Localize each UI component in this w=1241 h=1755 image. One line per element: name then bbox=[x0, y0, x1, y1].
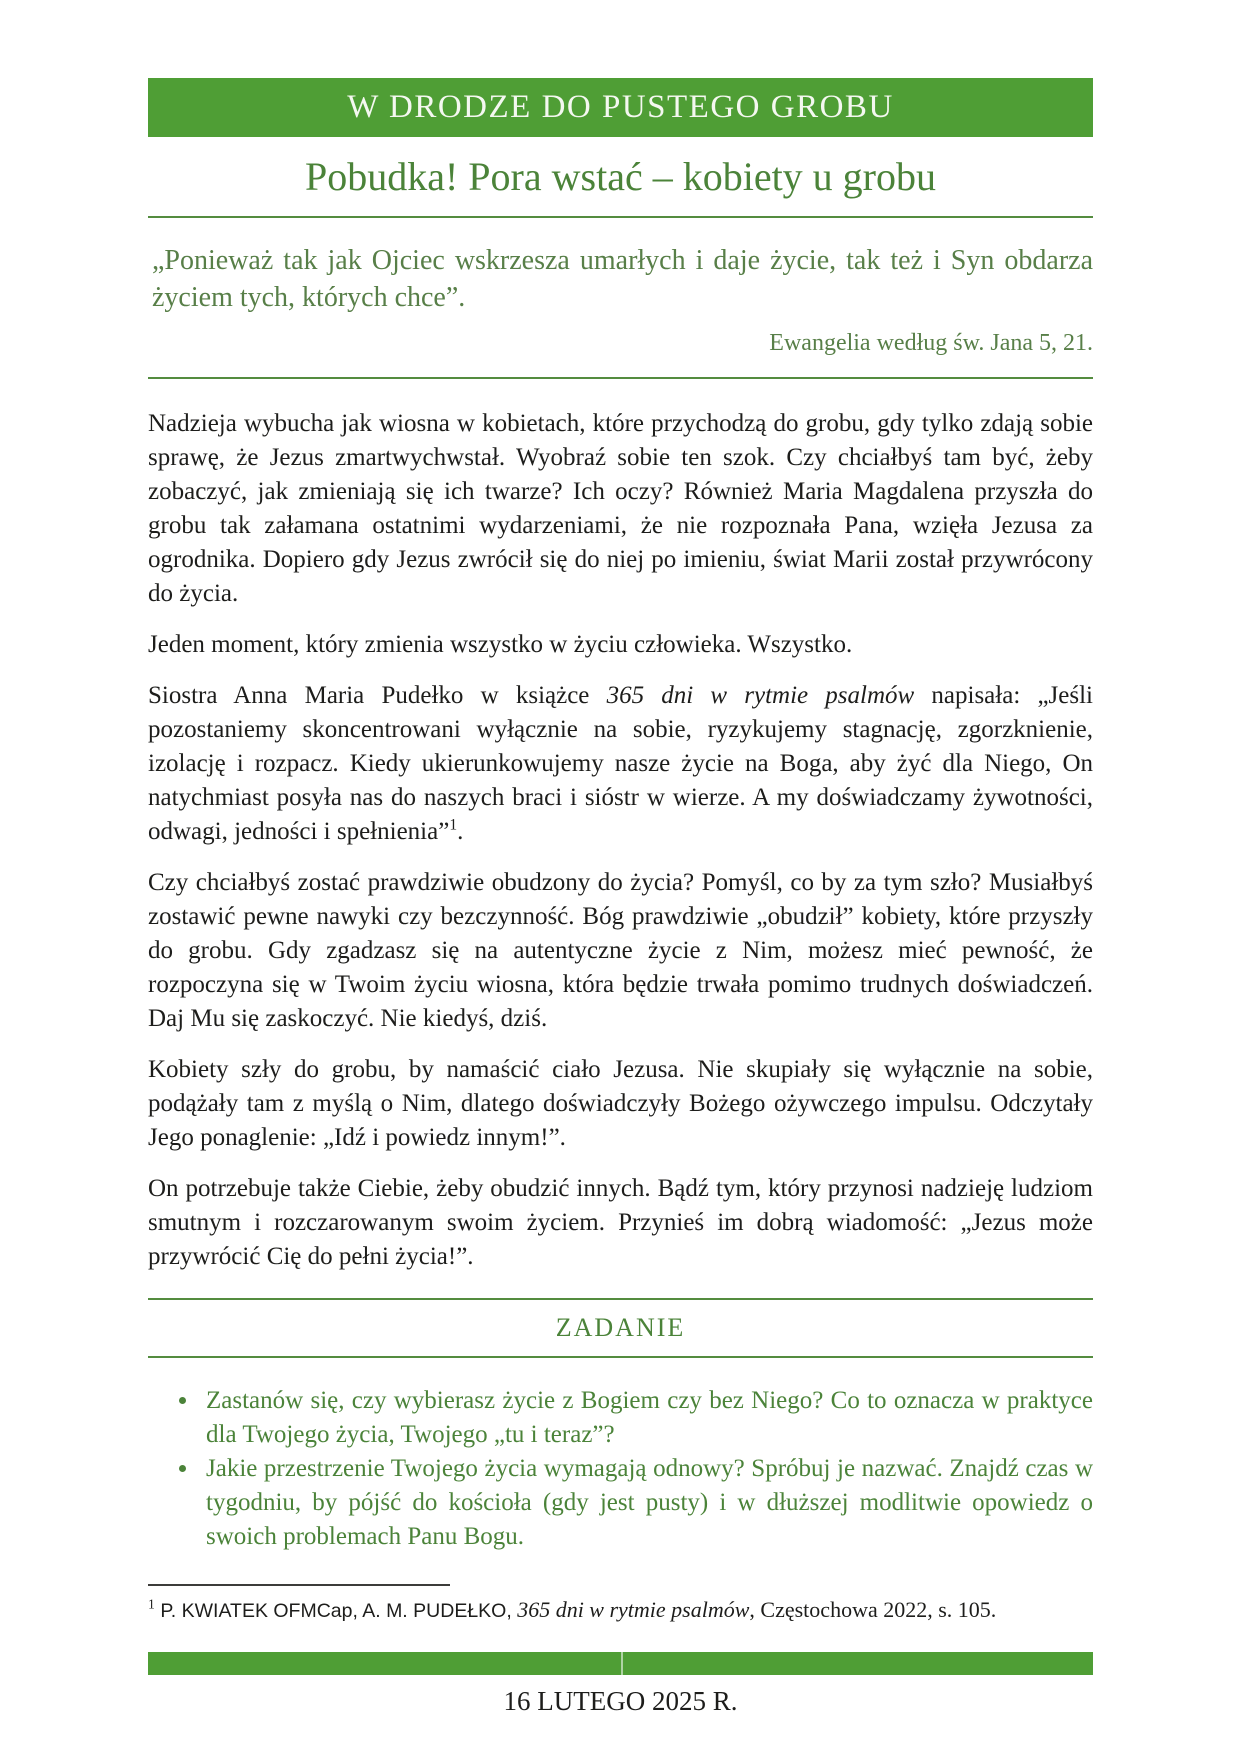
task-section bbox=[148, 1298, 1093, 1554]
title-rule bbox=[148, 216, 1093, 218]
footnote bbox=[148, 1596, 1093, 1625]
footer-bar bbox=[148, 1652, 1093, 1675]
task-item: • Jakie przestrzenie Twojego życia wymagają odnowy? Spróbuj je nazwać. Znajdź czas w tygodniu, by pójść do kościoła (gdy jest pusty) i w dłuższej modlitwie opowiedz o swoich problemach Panu Bogu. bbox=[200, 1452, 1093, 1554]
paragraph-text: Siostra Anna Maria Pudełko w książce bbox=[148, 682, 607, 709]
page-title: Pobudka! Pora wstać – kobiety u grobu bbox=[304, 154, 936, 199]
footnote-ref-marker: 1 bbox=[449, 816, 458, 834]
footer-date: 16 LUTEGO 2025 R. bbox=[503, 1686, 738, 1716]
paragraph: Czy chciałbyś zostać prawdziwie obudzony do życia? Pomyśl, co by za tym szło? Musiałbyś zostawić pewne nawyki czy bezczynność. Bóg prawdziwie „obudził” kobiety, które przyszły do grobu. Gdy zgadzasz się na autentyczne życie z Nim, możesz mieć pewność, że rozpoczyna się w Twoim życiu wiosna, która będzie trwała pomimo trudnych doświadczeń. Daj Mu się zaskoczyć. Nie kiedyś, dziś. bbox=[148, 869, 1093, 1032]
footnote-book-title: 365 dni w rytmie psalmów bbox=[517, 1597, 750, 1622]
footnote-authors: P. KWIATEK OFMCap, A. M. PUDEŁKO, bbox=[160, 1600, 518, 1622]
page-footer bbox=[148, 1652, 1093, 1717]
footer-bar-divider bbox=[621, 1652, 623, 1675]
footnote-number: 1 bbox=[148, 1596, 155, 1612]
paragraph: On potrzebuje także Ciebie, żeby obudzić innych. Bądź tym, który przynosi nadzieję ludziom smutnym i rozczarowanym swoim życiem. Przynieś im dobrą wiadomość: „Jezus może przywrócić Cię do pełni życia!”. bbox=[148, 1175, 1093, 1270]
task-list bbox=[148, 1384, 1093, 1554]
book-title-italic: 365 dni w rytmie psalmów bbox=[606, 682, 915, 709]
paragraph bbox=[148, 679, 1093, 849]
quote-rule bbox=[148, 377, 1093, 379]
task-heading: ZADANIE bbox=[148, 1298, 1093, 1358]
paragraph-text: . bbox=[457, 818, 464, 845]
article-body bbox=[148, 407, 1093, 1274]
paragraph: Kobiety szły do grobu, by namaścić ciało Jezusa. Nie skupiały się wyłącznie na sobie, podążały tam z myślą o Nim, dlatego doświadczyły Bożego ożywczego impulsu. Odczytały Jego ponaglenie: „Idź i powiedz innym!”. bbox=[148, 1056, 1093, 1151]
footnote-separator bbox=[148, 1584, 450, 1586]
task-item: • Zastanów się, czy wybierasz życie z Bogiem czy bez Niego? Co to oznacza w praktyce dla Twojego życia, Twojego „tu i teraz”? bbox=[200, 1384, 1093, 1452]
paragraph: Nadzieja wybucha jak wiosna w kobietach, które przychodzą do grobu, gdy tylko zdają sobie sprawę, że Jezus zmartwychwstał. Wyobraź sobie ten szok. Czy chciałbyś tam być, żeby zobaczyć, jak zmieniają się ich twarze? Ich oczy? Również Maria Magdalena przyszła do grobu tak załamana ostatnimi wydarzeniami, że nie rozpoznała Pana, wzięła Jezusa za ogrodnika. Dopiero gdy Jezus zwrócił się do niej po imieniu, świat Marii został przywrócony do życia. bbox=[148, 410, 1093, 607]
footnote-publication: , Częstochowa 2022, s. 105. bbox=[749, 1597, 997, 1622]
header-banner bbox=[148, 78, 1093, 137]
banner-title: W DRODZE DO PUSTEGO GROBU bbox=[347, 89, 894, 125]
paragraph-text: napisała: „Jeśli pozostaniemy skoncentrowani wyłącznie na sobie, ryzykujemy stagnację, zgorzknienie, izolację i rozpacz. Kiedy ukierunkowujemy nasze życie na Boga, aby żyć dla Niego, On natychmiast posyła nas do naszych braci i sióstr w wierze. A my doświadczamy żywotności, odwagi, jedności i spełnienia” bbox=[148, 682, 1093, 845]
quote-attribution: Ewangelia według św. Jana 5, 21. bbox=[769, 330, 1093, 356]
scripture-quote: „Ponieważ tak jak Ojciec wskrzesza umarłych i daje życie, tak też i Syn obdarza życiem tych, których chce”. bbox=[152, 245, 1093, 313]
paragraph: Jeden moment, który zmienia wszystko w życiu człowieka. Wszystko. bbox=[148, 631, 853, 658]
footnote-area bbox=[148, 1584, 1093, 1625]
